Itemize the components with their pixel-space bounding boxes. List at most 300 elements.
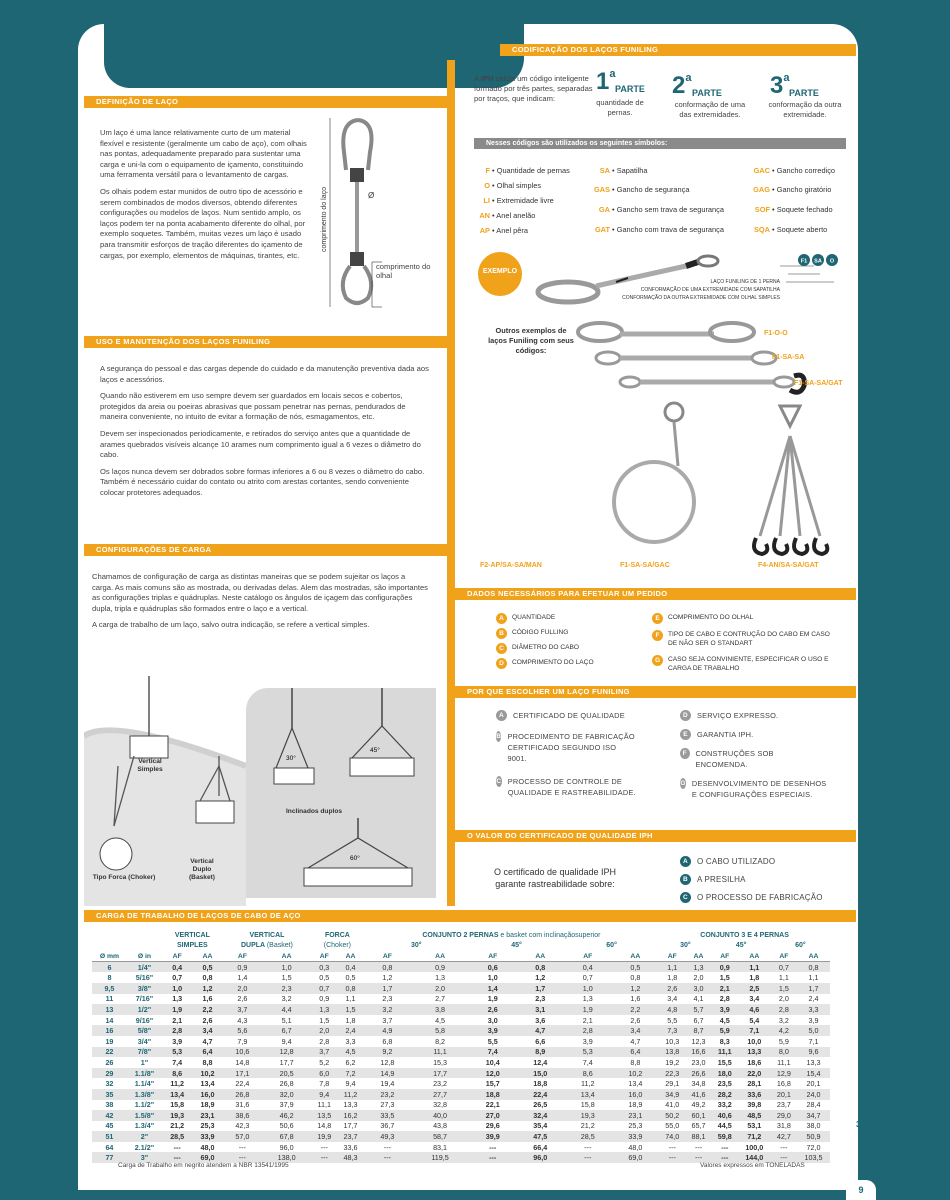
symbols-bar: Nesses códigos são utilizados os seguintes símbolos: [474, 138, 846, 149]
cell-load: 35,4 [533, 1121, 548, 1131]
cell-load: 11,2 [337, 1089, 363, 1100]
cell-load: 1,8 [345, 1015, 356, 1025]
cell-load: 14,8 [235, 1057, 250, 1067]
load-vertical-duplo [196, 801, 234, 823]
cell-diam-mm: 9,5 [92, 983, 127, 994]
config-p1: Chamamos de configuração de carga as distintas maneiras que se podem sujeitar os laços a carga. As mais comuns são as mostrada, ou derivadas delas. Alem das mostradas, são importantes as configurações triplas e quádruplas. Neste catálogo os ângulos de içagem das configurações dupla, tripla e quádruplas são formados entre o laço e a vertical. [92, 572, 428, 613]
cell-load: 3,8 [411, 1004, 469, 1015]
cell-diam-mm: 26 [105, 1057, 114, 1067]
table-row [92, 1025, 830, 1036]
cell-load: 0,9 [319, 994, 330, 1004]
cell-load: 7,2 [337, 1068, 363, 1079]
cell-load: 103,5 [797, 1152, 830, 1163]
cell-load: 0,5 [345, 973, 356, 983]
cell-diam-mm: 6 [92, 962, 127, 973]
cell-load: 27,0 [469, 1110, 517, 1121]
cell-load: 28,1 [747, 1079, 762, 1089]
codificacao-intro: A IPH utiliza um código inteligente formado por três partes, separadas por traços, que indicam: [474, 74, 593, 103]
cell-load: 1,1 [659, 962, 685, 973]
uso-text [100, 364, 430, 505]
cell-load: 96,0 [516, 1152, 564, 1163]
cell-diam-in: 3" [127, 1152, 162, 1163]
cell-load: 16,8 [776, 1079, 791, 1089]
cell-load: 0,5 [319, 973, 330, 983]
exemplo-label: EXEMPLO [482, 268, 518, 275]
cell-load: 1,3 [685, 962, 711, 973]
dados-item-D: D COMPRIMENTO DO LAÇO [496, 658, 636, 669]
cell-load: 23,0 [691, 1057, 706, 1067]
cell-diam-in: 3/8" [127, 983, 162, 994]
cell-load: 4,7 [630, 1036, 641, 1046]
ex-code-1: F1 [800, 258, 808, 265]
cell-load: 2,6 [202, 1015, 213, 1025]
cell-load: 1,1 [345, 994, 356, 1004]
cell-load: 19,4 [380, 1079, 395, 1089]
cell-load: 5,7 [685, 1004, 711, 1015]
cell-load: 10,2 [192, 1068, 222, 1079]
part-3-label: PARTE [789, 88, 819, 98]
cell-load: 1,7 [364, 983, 412, 994]
cell-load: 0,8 [337, 983, 363, 994]
footnote-left: Carga de Trabalho em negrito atendem a NBR 13541/1995 [118, 1162, 289, 1169]
cell-load: 21,2 [580, 1121, 595, 1131]
cell-load: 15,4 [797, 1068, 830, 1079]
cell-load: 15,0 [516, 1068, 564, 1079]
cell-load: 3,3 [797, 1004, 830, 1015]
cell-load: 6,6 [535, 1036, 546, 1046]
cell-load: 18,9 [200, 1100, 215, 1110]
symbol-LI: LI • Extremidade livre [483, 196, 554, 205]
cell-load: 4,3 [237, 1015, 248, 1025]
cell-load: 5,0 [797, 1025, 830, 1036]
cell-load: 28,2 [712, 1089, 738, 1100]
cell-load: 4,9 [364, 1025, 412, 1036]
cell-load: --- [564, 1152, 612, 1163]
cell-load: 1,5 [281, 973, 292, 983]
cell-load: 21,2 [170, 1121, 185, 1131]
cell-load: 8,8 [630, 1057, 641, 1067]
cell-load: --- [223, 1152, 262, 1163]
cell-load: --- [584, 1142, 592, 1152]
cell-load: 0,4 [564, 962, 612, 973]
cell-load: 3,9 [172, 1036, 183, 1046]
porque-item-E: E GARANTIA IPH. [680, 729, 830, 740]
ex-code-2: SA [814, 258, 822, 265]
page-marker-b: 05 [888, 1122, 897, 1131]
label-comprimento-laco: comprimento do laço [321, 187, 328, 252]
cell-load: 3,3 [345, 1036, 356, 1046]
code-F1-SA-SA-GAC: F1-SA-SA/GAC [620, 562, 670, 569]
cell-load: 8,0 [771, 1047, 797, 1058]
cell-load: 34,9 [659, 1089, 685, 1100]
dados-item-G: G CASO SEJA CONVINIENTE, ESPECIFICAR O USO E CARGA DE TRABALHO [652, 655, 832, 673]
porque-item-G: G DESENVOLVIMENTO DE DESENHOS E CONFIGURAÇÕES ESPECIAIS. [680, 779, 827, 799]
cell-load: 1,5 [319, 1015, 330, 1025]
cell-load: 8,9 [516, 1047, 564, 1058]
cell-load: 23,7 [776, 1100, 791, 1110]
angle-45: 45° [370, 747, 380, 754]
cell-load: 2,8 [719, 994, 730, 1004]
cell-load: 7,8 [319, 1079, 330, 1089]
label-vertical-simples: Vertical Simples [137, 758, 163, 773]
cell-load: 67,8 [262, 1131, 311, 1142]
example-legend: LAÇO FUNILING DE 1 PERNA CONFORMAÇÃO DE UMA EXTREMIDADE COM SAPATILHA CONFORMAÇÃO DA OUTRA EXTREMIDADE COM OLHAL SIMPLES [622, 279, 780, 301]
cell-load: 7,9 [237, 1036, 248, 1046]
cell-load: 8,8 [202, 1057, 213, 1067]
cell-load: 4,7 [516, 1025, 564, 1036]
cell-load: 20,5 [262, 1068, 311, 1079]
cell-load: 13,4 [162, 1089, 192, 1100]
cell-load: 1,0 [487, 973, 498, 983]
table-row [92, 1078, 830, 1089]
cell-load: 18,9 [628, 1100, 643, 1110]
table-row [92, 1110, 830, 1121]
dados-item-C: C DIÂMETRO DO CABO [496, 643, 636, 654]
cell-load: 65,7 [691, 1121, 706, 1131]
cell-load: 13,4 [628, 1079, 643, 1089]
table-row [92, 1004, 830, 1015]
cell-load: 59,8 [712, 1131, 738, 1142]
cell-load: 12,8 [262, 1047, 311, 1058]
cell-diam-mm: 8 [107, 973, 112, 983]
cell-load: 39,8 [747, 1100, 762, 1110]
cell-load: 11,1 [712, 1047, 738, 1058]
cell-load: 50,9 [797, 1131, 830, 1142]
cell-load: 49,2 [691, 1100, 706, 1110]
cell-load: 6,4 [612, 1047, 660, 1058]
cell-load: 19,3 [564, 1110, 612, 1121]
outros-exemplos-label: Outros exemplos de laços Funiling com seus códigos: [488, 326, 574, 355]
page-tab-cutout [104, 24, 524, 88]
cell-load: 46,2 [262, 1110, 311, 1121]
part-1-label: PARTE [615, 84, 645, 94]
cell-load: 13,3 [738, 1047, 771, 1058]
cell-load: 24,0 [797, 1089, 830, 1100]
cell-load: 7,3 [659, 1025, 685, 1036]
cell-load: 4,8 [659, 1004, 685, 1015]
cell-load: 15,5 [717, 1057, 732, 1067]
cell-load: 23,1 [192, 1110, 222, 1121]
cell-load: --- [311, 1152, 337, 1163]
cell-load: 18,6 [747, 1057, 762, 1067]
cell-load: 10,0 [747, 1036, 762, 1046]
cell-load: 26,5 [533, 1100, 548, 1110]
cell-load: 5,6 [223, 1025, 262, 1036]
cell-load: 36,7 [380, 1121, 395, 1131]
cell-load: 9,6 [797, 1047, 830, 1058]
cell-load: 1,5 [337, 1004, 363, 1015]
cell-load: 33,2 [717, 1100, 732, 1110]
cell-load: 27,3 [380, 1100, 395, 1110]
cell-load: 16,0 [612, 1089, 660, 1100]
cell-diam-mm: 45 [105, 1121, 114, 1131]
part-1-number: 1$^a$ [596, 68, 616, 95]
cell-load: 47,5 [516, 1131, 564, 1142]
cell-load: 33,9 [192, 1131, 222, 1142]
cell-load: 31,8 [776, 1121, 791, 1131]
cell-load: 15,3 [433, 1057, 448, 1067]
table-row [92, 1036, 830, 1047]
footnote-right: Valores expressos em TONELADAS [700, 1162, 805, 1169]
section-bar-config: CONFIGURAÇÕES DE CARGA [84, 544, 447, 556]
part-2-label: PARTE [692, 88, 722, 98]
cell-load: 6,2 [345, 1057, 356, 1067]
section-bar-porque: POR QUE ESCOLHER UM LAÇO FUNILING [455, 686, 856, 698]
symbol-SOF: SOF • Soquete fechado [754, 205, 833, 214]
cell-load: 1,3 [435, 973, 446, 983]
cell-load: 66,4 [533, 1142, 548, 1152]
cell-load: 0,7 [172, 973, 183, 983]
cell-diam-in: 1.3/4" [134, 1121, 155, 1131]
cell-load: --- [659, 1152, 685, 1163]
cell-load: 2,6 [469, 1004, 517, 1015]
cell-load: 39,9 [469, 1131, 517, 1142]
part-2-number: 2$^a$ [672, 72, 692, 99]
cert-item-C: C O PROCESSO DE FABRICAÇÃO [680, 892, 823, 903]
cell-load: 10,2 [612, 1068, 660, 1079]
cell-load: 23,7 [337, 1131, 363, 1142]
cell-load: 1,3 [172, 994, 183, 1004]
cell-load: 2,7 [435, 994, 446, 1004]
definicao-text [100, 128, 310, 267]
cell-load: 5,3 [162, 1047, 192, 1058]
cell-load: 29,1 [665, 1079, 680, 1089]
table-row [92, 1089, 830, 1100]
cell-load: 3,6 [535, 1015, 546, 1025]
config-p2: A carga de trabalho de um laço, salvo outra indicação, se refere a vertical simples. [92, 620, 370, 630]
cell-load: 2,0 [311, 1025, 337, 1036]
code-F4-AN-SA-SA-GAT: F4-AN/SA-SA/GAT [758, 562, 819, 569]
cell-load: 9,4 [281, 1036, 292, 1046]
cell-load: --- [469, 1152, 517, 1163]
cell-load: 7,1 [738, 1025, 771, 1036]
label-choker: Tipo Forca (Choker) [92, 874, 156, 881]
cell-load: 19,3 [162, 1110, 192, 1121]
cell-load: 25,3 [628, 1121, 643, 1131]
cell-load: 1,6 [202, 994, 213, 1004]
cell-load: 44,5 [717, 1121, 732, 1131]
cell-load: 38,0 [806, 1121, 821, 1131]
cell-load: 17,7 [279, 1057, 294, 1067]
cell-load: 3,7 [382, 1015, 393, 1025]
cell-load: 10,6 [223, 1047, 262, 1058]
table-row [92, 983, 830, 994]
cell-load: 14,8 [317, 1121, 332, 1131]
inclined-config-drawing [246, 688, 436, 898]
cell-load: 0,7 [771, 962, 797, 973]
cell-load: 4,1 [693, 994, 704, 1004]
uso-p3: Devem ser inspecionados periodicamente, e retirados do serviço antes que a quantidade de arames quebrados visíveis alcançe 10 arames num comprimento igual a 6 vezes o diâmetro do cabo. [100, 428, 421, 460]
cell-load: 28,4 [806, 1100, 821, 1110]
cell-load: 1,8 [749, 973, 760, 983]
symbol-O: O • Olhal simples [484, 181, 542, 190]
cell-load: 0,4 [162, 962, 192, 973]
cell-load: 1,4 [237, 973, 248, 983]
cell-load: --- [173, 1142, 181, 1152]
cell-load: 3,4 [192, 1025, 222, 1036]
cell-load: 12,9 [771, 1068, 797, 1079]
cell-load: 16,0 [192, 1089, 222, 1100]
symbol-GAS: GAS • Gancho de segurança [593, 185, 690, 194]
code-F1-SA-SA: F1-SA-SA [772, 354, 805, 361]
cell-load: 0,8 [797, 962, 830, 973]
cell-load: 69,0 [612, 1152, 660, 1163]
cell-load: 8,7 [685, 1025, 711, 1036]
cell-load: --- [712, 1152, 738, 1163]
cell-load: 4,5 [435, 1015, 446, 1025]
cell-load: 9,4 [345, 1079, 356, 1089]
table-row [92, 1068, 830, 1079]
cell-load: 2,3 [262, 983, 311, 994]
cell-load: 83,1 [433, 1142, 448, 1152]
table-row [92, 1100, 830, 1111]
cell-diam-mm: 38 [105, 1100, 114, 1110]
angle-60: 60° [350, 855, 360, 862]
cell-load: 58,7 [411, 1131, 469, 1142]
cell-load: 1,2 [535, 973, 546, 983]
cell-load: 0,9 [712, 962, 738, 973]
cell-load: 40,6 [712, 1110, 738, 1121]
cell-load: 1,0 [564, 983, 612, 994]
cell-load: 71,2 [738, 1131, 771, 1142]
cell-load: 2,0 [411, 983, 469, 994]
cell-load: 2,2 [612, 1004, 660, 1015]
cell-load: 0,8 [516, 962, 564, 973]
page-marker-a: 3 [856, 1120, 861, 1129]
cell-load: 4,5 [719, 1015, 730, 1025]
cell-load: 2,8 [771, 1004, 797, 1015]
cell-load: 41,0 [665, 1100, 680, 1110]
cell-load: 9,4 [311, 1089, 337, 1100]
cell-load: 37,9 [279, 1100, 294, 1110]
cell-diam-mm: 22 [92, 1047, 127, 1058]
table-row [92, 962, 830, 973]
cell-load: 13,4 [200, 1079, 215, 1089]
cell-load: 4,6 [738, 1004, 771, 1015]
cell-load: 3,2 [281, 994, 292, 1004]
table-row [92, 1131, 830, 1142]
cell-load: 138,0 [262, 1152, 311, 1163]
cell-load: 28,5 [162, 1131, 192, 1142]
cell-diam-mm: 14 [105, 1015, 114, 1025]
cell-load: 1,3 [582, 994, 593, 1004]
cert-item-A: A O CABO UTILIZADO [680, 856, 775, 867]
dados-item-B: B CÓDIGO FULLING [496, 628, 636, 639]
definicao-p2: Os olhais podem estar munidos de outro tipo de acessório e serem combinados de modos diversos, obtendo diferentes configurações ou modelos de laços. Num sentido amplo, os laços podem ter na ponta acabamento diferente do olhal, por exemplo soquetes. Também, muitas vezes um laço é usado para transmitir esforços de tração diferentes do içamento de cargas, por exemplo, elementos de máquinas, tirantes, etc. [100, 186, 306, 260]
cell-load: 27,7 [411, 1089, 469, 1100]
cell-load: 1,7 [797, 983, 830, 994]
cell-load: 3,9 [712, 1004, 738, 1015]
cell-load: 6,0 [311, 1068, 337, 1079]
code-F2-AP-SA-SA-MAN: F2-AP/SA-SA/MAN [480, 562, 542, 569]
dados-item-A: A QUANTIDADE [496, 613, 636, 624]
dados-item-F: F TIPO DE CABO E CONTRUÇÃO DO CABO EM CASO DE NÃO SER O STANDART [652, 630, 832, 648]
cell-load: 16,6 [685, 1047, 711, 1058]
load-vertical-simples [130, 736, 168, 758]
cell-diam-in: 7/8" [127, 1047, 162, 1058]
cell-load: 2,0 [778, 994, 789, 1004]
cell-load: 33,6 [343, 1142, 358, 1152]
cell-load: 2,1 [582, 1015, 593, 1025]
cell-load: 0,5 [612, 962, 660, 973]
cell-load: 11,1 [317, 1100, 332, 1110]
cell-load: 19,2 [665, 1057, 680, 1067]
cell-load: 3,7 [223, 1004, 262, 1015]
cell-diam-mm: 42 [92, 1110, 127, 1121]
cell-load: 6,8 [382, 1036, 393, 1046]
porque-item-C: C PROCESSO DE CONTROLE DE QUALIDADE E RASTREABILIDADE. [496, 777, 636, 797]
cell-load: 5,3 [564, 1047, 612, 1058]
cell-load: 10,4 [485, 1057, 500, 1067]
cell-load: 3,4 [667, 994, 678, 1004]
porque-item-A: A CERTIFICADO DE QUALIDADE [496, 710, 646, 721]
definicao-p1: Um laço é uma lance relativamente curto de um material flexível e resistente (geralmente um cabo de aço), com olhais nas pontas, adequadamente preparado para sustentar uma carga e uni-la com o equipamento de içamento, constituindo uma ferramenta versátil para o levantamento de cargas. [100, 128, 307, 180]
cell-load: 119,5 [411, 1152, 469, 1163]
cell-load: 1,2 [612, 983, 660, 994]
cell-load: 29,0 [771, 1110, 797, 1121]
cell-load: 3,2 [778, 1015, 789, 1025]
symbol-GAT: GAT • Gancho com trava de segurança [594, 225, 724, 234]
cell-diam-in: 1.3/8" [127, 1089, 162, 1100]
cell-load: 1,1 [738, 962, 771, 973]
cell-load: 5,4 [749, 1015, 760, 1025]
ferrule-bottom [350, 252, 364, 266]
cell-load: 17,7 [411, 1068, 469, 1079]
cell-load: 3,4 [749, 994, 760, 1004]
cell-load: 15,8 [580, 1100, 595, 1110]
cell-load: 11,2 [581, 1079, 595, 1089]
cell-load: 5,5 [487, 1036, 498, 1046]
cell-load: 3,0 [487, 1015, 498, 1025]
cell-load: 22,1 [485, 1100, 500, 1110]
uso-p2: Quando não estiverem em uso sempre devem ser guardados em locais secos e cobertos, protegidos da areia ou poeiras abrasivas que possam penetrar nas pernas, pendurados de maneira conveniente, no intuito de evitar a formação de nós, esmagamentos, etc. [100, 391, 406, 422]
cell-load: --- [364, 1152, 412, 1163]
cell-load: 23,5 [717, 1079, 732, 1089]
cell-load: 18,8 [533, 1079, 548, 1089]
certificado-text: O certificado de qualidade IPH garante rastreabilidade sobre: [493, 867, 617, 889]
cell-diam-mm: 11 [105, 994, 114, 1004]
cell-load: 2,3 [535, 994, 546, 1004]
cell-load: 23,2 [433, 1079, 448, 1089]
cell-load: 1,5 [719, 973, 730, 983]
cell-load: 7,1 [808, 1036, 819, 1046]
cell-load: 1,2 [192, 983, 222, 994]
page-number: 9 [846, 1180, 876, 1200]
cell-load: 11,2 [170, 1079, 184, 1089]
cell-load: 7,4 [582, 1057, 593, 1067]
cell-load: 0,5 [192, 962, 222, 973]
cell-load: 74,0 [659, 1131, 685, 1142]
cell-load: 11,1 [777, 1057, 791, 1067]
cell-load: --- [238, 1142, 246, 1152]
cell-load: --- [780, 1142, 788, 1152]
cell-load: 49,3 [364, 1131, 412, 1142]
cell-load: 1,2 [382, 973, 393, 983]
cell-diam-mm: 77 [92, 1152, 127, 1163]
cell-load: 5,9 [778, 1036, 789, 1046]
cell-load: 5,9 [712, 1025, 738, 1036]
cell-load: 53,1 [747, 1121, 762, 1131]
cell-diam-in: 1" [140, 1057, 149, 1067]
symbol-AN: AN • Anel anelão [479, 211, 536, 220]
cell-load: 2,6 [237, 994, 248, 1004]
cell-load: 40,0 [411, 1110, 469, 1121]
part-3-number: 3$^a$ [770, 72, 790, 99]
cell-load: --- [721, 1142, 729, 1152]
cell-load: 1,6 [630, 994, 641, 1004]
cell-load: 20,1 [806, 1079, 821, 1089]
cell-load: 26,6 [685, 1068, 711, 1079]
